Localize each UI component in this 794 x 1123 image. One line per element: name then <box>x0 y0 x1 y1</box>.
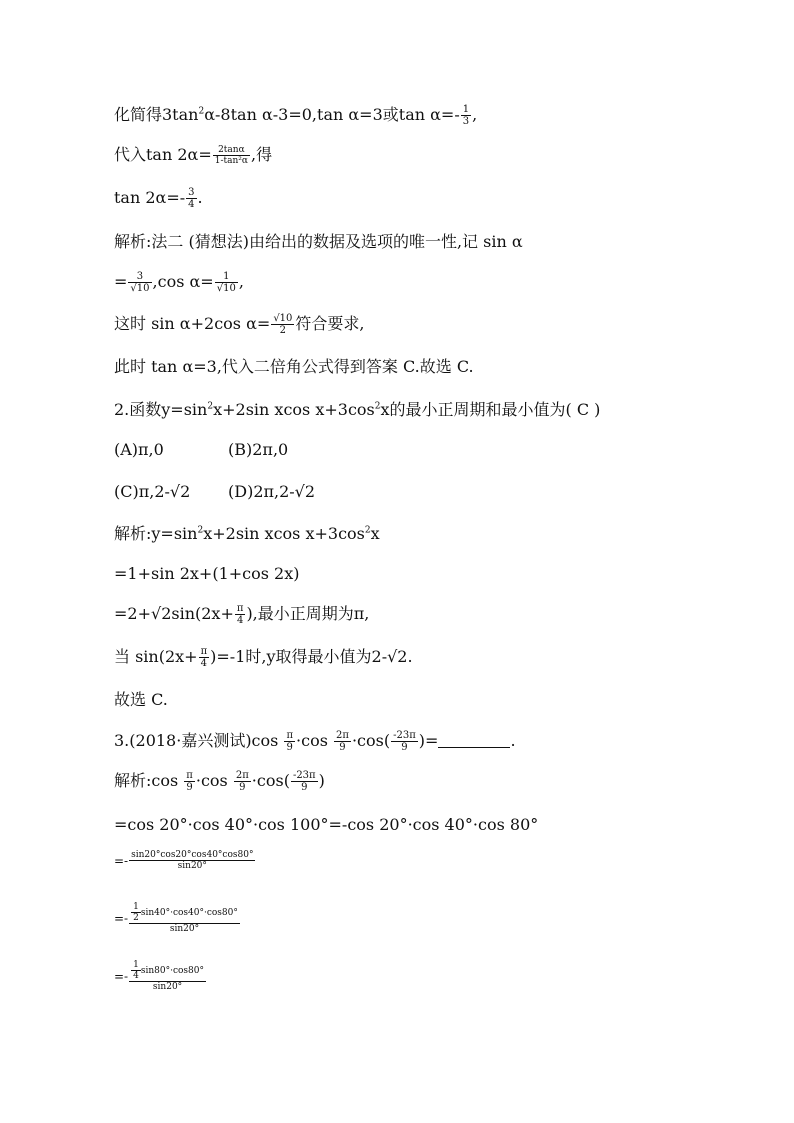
superscript: 2 <box>207 401 214 412</box>
numerator: π <box>286 730 294 741</box>
denominator: sin20° <box>152 982 183 992</box>
line-answer-c: 此时 tan α=3,代入二倍角公式得到答案 C.故选 C. <box>114 357 474 376</box>
denominator: 9 <box>239 782 246 793</box>
numerator-rest: sin40°·cos40°·cos80° <box>140 908 238 918</box>
fraction <box>186 187 196 210</box>
text: x+2sin xcos x+3cos <box>203 524 365 543</box>
options-ab <box>114 440 288 460</box>
superscript: 2 <box>374 401 381 412</box>
line-check <box>114 313 365 336</box>
denominator: √10 <box>130 283 150 294</box>
text: 解析:cos <box>114 771 184 790</box>
numerator: π <box>186 770 193 781</box>
text: = <box>114 272 128 291</box>
line-period <box>114 603 369 626</box>
line-sin-cos-values <box>114 271 244 294</box>
fraction <box>213 145 250 166</box>
option-b: (B)2π,0 <box>228 440 289 459</box>
denominator: 4 <box>236 615 244 626</box>
line-expand: =1+sin 2x+(1+cos 2x) <box>114 564 300 583</box>
fraction <box>129 960 206 992</box>
denominator: sin20° <box>169 924 200 934</box>
denominator: 4 <box>188 199 195 210</box>
denominator: √10 <box>216 283 236 294</box>
denominator: 3 <box>462 116 470 127</box>
numerator: sin20°cos20°cos40°cos80° <box>131 850 254 860</box>
fraction <box>129 850 255 871</box>
text: ),最小正周期为π, <box>246 604 370 623</box>
fraction <box>184 770 195 793</box>
superscript: 2 <box>198 106 205 117</box>
text: 符合要求, <box>295 314 365 333</box>
denominator: 9 <box>286 742 293 753</box>
text: , <box>238 272 244 291</box>
denominator: sin20° <box>177 861 207 871</box>
denominator: 9 <box>301 782 308 793</box>
text: ) <box>318 771 325 790</box>
numerator: -23π <box>393 730 416 741</box>
text: =- <box>114 969 129 984</box>
numerator: 1 <box>462 104 470 115</box>
text: )=-1时,y取得最小值为2-√2. <box>210 647 413 666</box>
line-minimum <box>114 646 413 669</box>
coefficient-fraction <box>131 960 141 981</box>
superscript: 2 <box>364 525 371 536</box>
line-step-3 <box>114 960 207 992</box>
denominator: 2 <box>279 325 287 336</box>
denominator: 2 <box>133 913 139 923</box>
denominator: 9 <box>339 742 346 753</box>
text: ·cos( <box>251 771 290 790</box>
denominator: 9 <box>401 742 408 753</box>
text: 这时 sin α+2cos α= <box>114 314 271 333</box>
option-a: (A)π,0 <box>114 440 164 459</box>
fraction <box>291 770 318 793</box>
fraction <box>215 271 238 294</box>
denominator: 1-tan²α <box>214 156 248 166</box>
text: 2.函数y=sin <box>114 400 208 419</box>
answer-blank <box>438 733 510 748</box>
text: x的最小正周期和最小值为( C ) <box>380 400 601 419</box>
line-cos-angles: =cos 20°·cos 40°·cos 100°=-cos 20°·cos 40°·cos 80° <box>114 815 539 834</box>
numerator: 1 <box>133 960 139 970</box>
text: 化简得3tan <box>114 105 199 124</box>
superscript: 2 <box>197 525 204 536</box>
text: =- <box>114 911 129 926</box>
numerator: 3 <box>128 271 151 283</box>
numerator: √10 <box>273 313 293 324</box>
fraction <box>235 603 246 626</box>
denominator: 9 <box>186 782 193 793</box>
fraction <box>128 271 151 294</box>
text: . <box>197 188 203 207</box>
line-simplify <box>114 104 477 127</box>
text: 当 sin(2x+ <box>114 647 198 666</box>
numerator: 2π <box>336 730 349 741</box>
text: x+2sin xcos x+3cos <box>213 400 375 419</box>
numerator <box>129 902 240 924</box>
text: ,cos α= <box>152 272 214 291</box>
fraction <box>284 730 295 753</box>
text: ·cos( <box>351 731 391 750</box>
option-d: (D)2π,2-√2 <box>228 482 316 501</box>
numerator <box>129 960 206 982</box>
text: tan 2α=- <box>114 188 186 207</box>
text: 解析:y=sin <box>114 524 198 543</box>
text: =- <box>114 854 129 868</box>
line-solution-3 <box>114 770 325 793</box>
fraction <box>461 104 471 127</box>
text: 代入tan 2α= <box>114 145 212 164</box>
fraction <box>199 646 210 669</box>
line-step-1 <box>114 850 256 871</box>
fraction <box>271 313 294 336</box>
line-choose-c: 故选 C. <box>114 690 168 709</box>
text: x <box>370 524 380 543</box>
numerator: π <box>200 646 208 657</box>
line-solution-2 <box>114 524 380 544</box>
denominator: 4 <box>133 971 139 981</box>
numerator: π <box>236 603 244 614</box>
line-method2: 解析:法二 (猜想法)由给出的数据及选项的唯一性,记 sin α <box>114 232 523 251</box>
line-step-2 <box>114 902 241 934</box>
numerator: 1 <box>133 902 139 912</box>
text: ·cos <box>195 771 233 790</box>
text: ·cos <box>296 731 334 750</box>
text: 3.(2018·嘉兴测试)cos <box>114 731 284 750</box>
numerator: 3 <box>188 187 195 198</box>
text: , <box>472 105 478 124</box>
denominator: 4 <box>200 658 208 669</box>
fraction <box>129 902 240 934</box>
line-substitute <box>114 145 272 166</box>
option-c: (C)π,2-√2 <box>114 482 191 501</box>
text: =2+√2sin(2x+ <box>114 604 234 623</box>
numerator: 2tanα <box>213 145 250 156</box>
numerator-rest: sin80°·cos80° <box>140 966 204 976</box>
line-tan2a <box>114 187 203 210</box>
question-2 <box>114 400 600 420</box>
text: )= <box>418 731 439 750</box>
numerator: 1 <box>215 271 238 283</box>
fraction <box>391 730 418 753</box>
options-cd <box>114 482 315 502</box>
text: α-8tan α-3=0,tan α=3或tan α=- <box>204 105 460 124</box>
fraction <box>334 730 351 753</box>
fraction <box>234 770 251 793</box>
coefficient-fraction <box>131 902 141 923</box>
numerator: -23π <box>292 770 316 781</box>
numerator: 2π <box>235 770 249 781</box>
text: ,得 <box>251 145 273 164</box>
text: . <box>510 731 516 750</box>
question-3 <box>114 730 516 753</box>
